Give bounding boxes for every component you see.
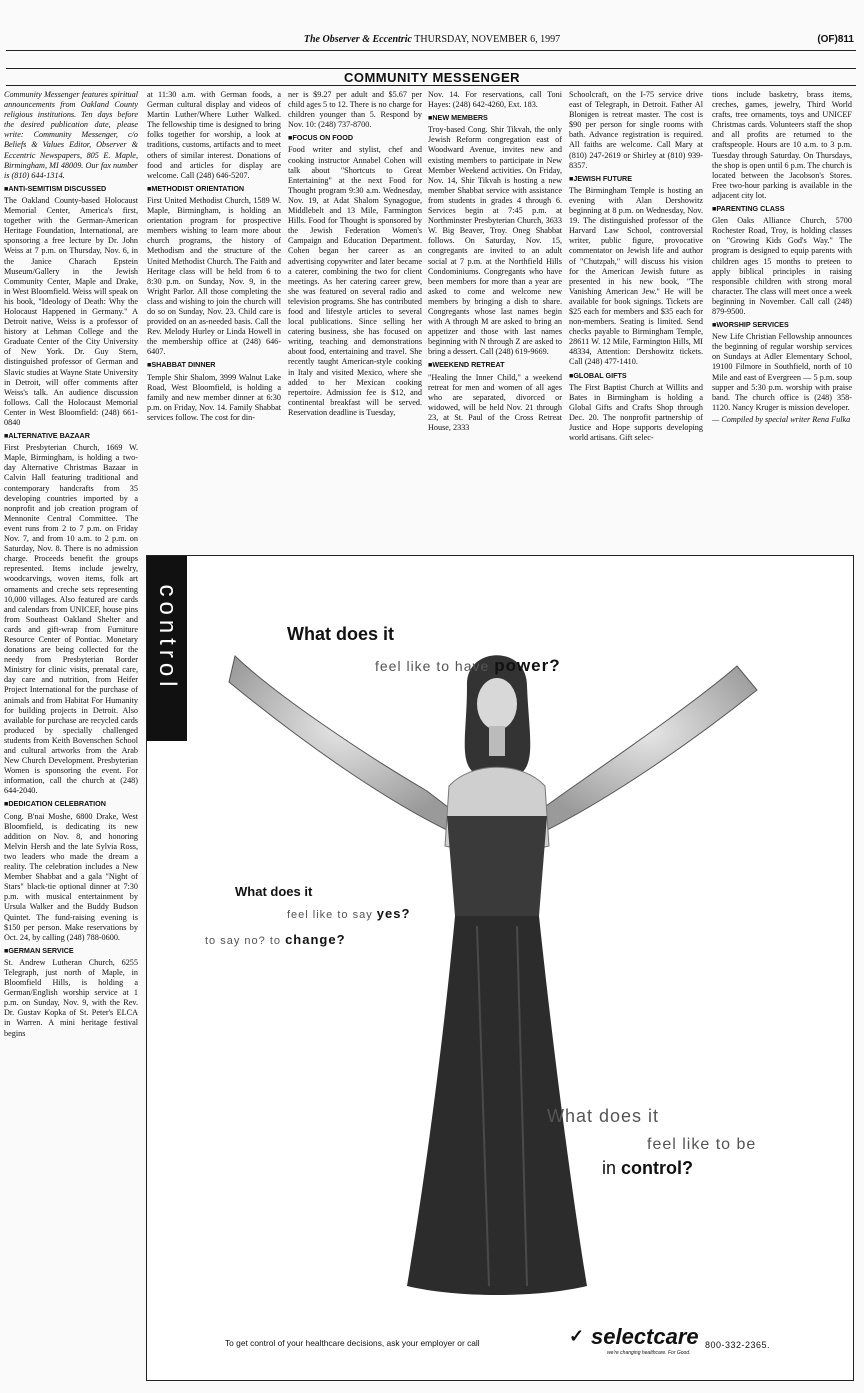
column-5 — [569, 90, 703, 550]
ad-question-1-line-2 — [375, 656, 561, 676]
article-paragraph: Schoolcraft, on the I-75 service drive east of Telegraph, in Detroit. Father Al Blonigen is retreat master. The cost is $90 per person for single rooms with bath. Advance registration is required. All faiths are welcome. Call Mary at (810) 247-2619 or Shirley at (810) 939-8357. — [569, 90, 703, 170]
ad-question-3-word: control? — [621, 1158, 694, 1178]
ad-question-2-line-3-light: to say no? to — [205, 935, 281, 947]
woman-arms-raised-illustration — [217, 586, 777, 1316]
ad-sidebar-word: control — [154, 584, 181, 692]
column-1 — [4, 90, 138, 1386]
page-code: (OF)811 — [817, 34, 854, 45]
article-paragraph: tions include basketry, brass items, creches, games, jewelry, Third World crafts, tree ornaments, toys and UNICEF Christmas cards. Volunteers staff the shop and all profits are returned to the craftspeople. Hours are 10 a.m. to 3 p.m. Tuesday through Saturday. On Thursdays, the shop is open until 6 p.m. The church is located between the Jacobson's Stores. Free two-hour parking is available in the adjacent city lot. — [712, 90, 852, 200]
selectcare-phone: 800-332-2365. — [705, 1340, 771, 1350]
article-paragraph: — Compiled by special writer Rena Fulka — [712, 414, 851, 424]
article-heading: ■ FOCUS ON FOOD — [288, 133, 422, 143]
article-paragraph: Food writer and stylist, chef and cooking instructor Annabel Cohen will talk about "Shortcuts to Great Entertaining" at the next Food for Thought program 9:30 a.m. Wednesday, Nov. 19, at Adat Shalom Synagogue, Middlebelt and 13 Mile, Farmington Hills. Food for Thought is sponsored by the Jewish Federation Women's Campaign and Education Department. Cohen began her career as an advertising copywriter and later became a caterer, combining the two for client meetings. As her catering career grew, she was featured on several radio and television programs. She has contributed food and lifestyle articles to several local publications. Since selling her catering business, she has focused on writing, teaching and demonstrations about food, entertaining and travel. She recently taught American-style cooking in Italy and visited Mexico, where she added to her Mexican cooking repertoire. Admission fee is $12, and continental breakfast will be served. Reservation deadline is Tuesday, — [288, 145, 422, 417]
article-paragraph: ner is $9.27 per adult and $5.67 per child ages 5 to 12. There is no charge for children younger than 5. Respond by Nov. 10: (248) 737-8700. — [288, 90, 422, 130]
article-heading: ■ ANTI-SEMITISM DISCUSSED — [4, 184, 138, 194]
article-paragraph: Troy-based Cong. Shir Tikvah, the only Jewish Reform congregation east of Woodward Avenue, invites new and existing members to participate in New Member Weekend activities. On Friday, Nov. 14, Shir Tikvah is hosting a new member Shabbat service with assistance from students in grades 4 through 6. Services begin at 7:45 p.m. at Northminster Presbyterian Church, 3633 W. Big Beaver, Troy. Oneg Shabbat follows. On Saturday, Nov. 15, congregants are invited to an adult social at 7 p.m. at the Northfield Hills Condominiums. Congregants who have been members for more than a year are asked to come and welcome new members by bringing a dish to share. Congregants whose last names begin with A through M are asked to bring an appetizer and those with last names beginning with N through Z are asked to bring a dessert. Call (248) 619-9669. — [428, 125, 562, 357]
selectcare-advertisement — [146, 555, 854, 1381]
selectcare-check-icon: ✓ — [569, 1326, 585, 1346]
article-paragraph: First Presbyterian Church, 1669 W. Maple, Birmingham, is holding a two-day Alternative Christmas Bazaar in Calvin Hall featuring traditional and contemporary handcrafts from 35 developing countries imported by a nonprofit and job creation program of Mennonite Central Committee. The event runs from 2 to 7 p.m. on Friday Nov. 7, and from 10 a.m. to 2 p.m. on Saturday, Nov. 8. There is no admission charge. Proceeds benefit the groups represented. Items include jewelry, woodcarvings, woven items, folk art ornaments and creche sets representing 10,000 villages. Also featured are cards and calendars from UNICEF, house pins from Southeast Oakland Shelter and cards and gift-wrap from Furniture Resource Center of Pontiac. Monetary donations are being collected for the needy from Presbyterian Border Ministry for clinic visits, prenatal care, day care and nutrition, from Heifer Project International for the purchase of animals and from Habitat For Humanity for building projects in Detroit. Also available for purchase are recycled cards produced by specially challenged students from Keith Bovenschen School and cultural artworks from the Arab New Church Development. Presbyterian Women is sponsoring the event. For information, call the church at (248) 644-2040. — [4, 443, 138, 796]
article-heading: ■ SHABBAT DINNER — [147, 360, 281, 370]
ad-question-2-line-3 — [205, 932, 346, 947]
title-rule-bottom — [6, 85, 856, 86]
ad-question-3-line-1: What does it — [547, 1106, 660, 1126]
article-paragraph: The Oakland County-based Holocaust Memorial Center, America's first, together with the German-American Heritage Foundation, International, are sponsoring a free lecture by Dr. John Weiss at 7 p.m. on Thursday, Nov. 6, in the Janice Charach Epstein Museum/Gallery in the Jewish Community Center, Maple and Drake, in West Bloomfield. Weiss will speak on his book, "Ideology of Death: Why the Holocaust Happened in Germany." A Detroit native, Weiss is a professor of history at Lehman College and the Graduate Center of the City University of New York. Dr. Guy Stern, distinguished professor of German and Slavic studies at Wayne State University in Detroit, will offer comments after Weiss's talk. An audience discussion follows. Call the Holocaust Memorial Center in West Bloomfield: (248) 661-0840 — [4, 195, 138, 427]
article-heading: ■ GERMAN SERVICE — [4, 946, 138, 956]
article-paragraph: First United Methodist Church, 1589 W. Maple, Birmingham, is holding an orientation program for prospective members wishing to learn more about church programs, the history of Methodism and the structure of the United Methodist Church. The Faith and Heritage class will be held from 6 to 8:30 p.m. on Sunday, Nov. 9, in the Wright Parlor. All those completing the class and wishing to join the church will do so on Sunday, Nov. 23. Child care is provided on an as-needed basis. Call the Rev. Melody Hurley or Linda Howell in the membership office at (248) 646-6407. — [147, 195, 281, 357]
ad-question-1: What does it — [287, 624, 394, 644]
selectcare-tagline: we're changing healthcare. For Good. — [607, 1350, 691, 1356]
article-paragraph: at 11:30 a.m. with German foods, a German cultural display and videos of Martin Luther/Where Luther Walked. The fellowship time is designed to bring folks together for worship, a look at traditions, customs, artifacts and to meet others of similar interest. Donations of food and articles for display are welcome. Call (248) 646-5207. — [147, 90, 281, 180]
title-rule-top — [6, 68, 856, 69]
article-paragraph: Temple Shir Shalom, 3999 Walnut Lake Road, West Bloomfield, is holding a family and new member dinner at 6:30 p.m. on Friday, Nov. 14. Family Shabbat services follow. The cost for din- — [147, 372, 281, 422]
article-heading: ■ METHODIST ORIENTATION — [147, 184, 281, 194]
article-paragraph: Community Messenger features spiritual announcements from Oakland County religious institutions. Ten days before the desired publication date, please write: Community Messenger, c/o Beliefs & Values Editor, Observer & Eccentric Newspapers, 805 E. Maple, Birmingham, MI 48009. Our fax number is (810) 644-1314. — [4, 90, 138, 180]
column-2 — [147, 90, 281, 550]
article-heading: ■ PARENTING CLASS — [712, 204, 852, 214]
article-paragraph: The First Baptist Church at Willits and Bates in Birmingham is holding a Global Gifts and Crafts Shop through Dec. 20. The nonprofit partnership of Justice and Hope supports developing world artisans. Gift selec- — [569, 382, 703, 443]
article-paragraph: "Healing the Inner Child," a weekend retreat for men and women of all ages who are separated, divorced or widowed, will be held Nov. 21 through 23, at St. Paul of the Cross Retreat House, 2333 — [428, 372, 562, 432]
publication-date: THURSDAY, NOVEMBER 6, 1997 — [414, 34, 561, 45]
article-heading: ■ GLOBAL GIFTS — [569, 371, 703, 381]
ad-question-2: What does it — [235, 884, 313, 899]
article-paragraph: The Birmingham Temple is hosting an evening with Alan Dershowitz beginning at 8 p.m. on Wednesday, Nov. 19. The distinguished professor of the Harvard Law School, controversial writer, public figure, provocative commentator on Jewish life and author of "Chutzpah," will discuss his vision for the American Jewish future as presented in his new book, "The Vanishing American Jew." He will be available for book signings. Tickets are $25 each for members and $35 each for non-members. Seating is limited. Send checks payable to Birmingham Temple, 28611 W. 12 Mile, Farmington Hills, MI 48334, Attention: Dershowitz tickets. Call (248) 477-1410. — [569, 185, 703, 367]
ad-question-2-word: yes? — [376, 906, 411, 921]
section-title: COMMUNITY MESSENGER — [343, 70, 521, 85]
article-paragraph: Cong. B'nai Moshe, 6800 Drake, West Bloomfield, is dedicating its new addition on Nov. 8, and honoring Melvin Hersh and the late Sylvia Ross, two leaders who made the dream a reality. The celebration includes a New Member Shabbat and a gala "Night of Stars" black-tie optional dinner at 7:30 p.m. with musical entertainment by Ursula Walker and the Buddy Budson Quintet. The fund-raising evening is $150 per person. Make reservations by Oct. 24, by calling (248) 788-0600. — [4, 811, 138, 942]
ad-question-3-line-2: feel like to be — [647, 1136, 757, 1153]
article-heading: ■ DEDICATION CELEBRATION — [4, 799, 138, 809]
article-paragraph: Glen Oaks Alliance Church, 5700 Rochester Road, Troy, is holding classes on "Growing Kids God's Way." The program is designed to equip parents with children ages 15 months to preteen to apply biblical principles in raising responsible children with strong moral character. The class will meet once a week beginning in November. Call call (248) 879-9500. — [712, 216, 852, 316]
article-heading: ■ WEEKEND RETREAT — [428, 360, 562, 370]
ad-question-3-in: in — [602, 1158, 617, 1178]
ad-question-2-light: feel like to say — [287, 909, 373, 921]
column-4 — [428, 90, 562, 550]
selectcare-logo: selectcare — [591, 1324, 699, 1349]
article-heading: ■ ALTERNATIVE BAZAAR — [4, 431, 138, 441]
ad-question-3-line-3 — [602, 1158, 693, 1179]
article-heading: ■ WORSHIP SERVICES — [712, 320, 852, 330]
column-3 — [288, 90, 422, 550]
header-rule — [6, 50, 856, 51]
ad-question-2-line-2 — [287, 906, 410, 921]
article-paragraph: Nov. 14. For reservations, call Toni Hayes: (248) 642-4260, Ext. 183. — [428, 90, 562, 110]
publication-name: The Observer & Eccentric — [303, 34, 412, 45]
ad-question-1-light: feel like to have — [375, 658, 490, 674]
article-paragraph: New Life Christian Fellowship announces the beginning of regular worship services on Sundays at Adler Elementary School, 19100 Filmore in Southfield, north of 10 Mile and east of Evergreen — 5 p.m. soup supper and 5:30 p.m. worship with praise band. The church office is (248) 358-1120. Nancy Kruger is mission developer. — [712, 332, 852, 412]
column-6 — [712, 90, 852, 550]
ad-question-1-word: power? — [494, 656, 561, 675]
article-heading: ■ NEW MEMBERS — [428, 113, 562, 123]
article-heading: ■ JEWISH FUTURE — [569, 174, 703, 184]
ad-sidebar — [147, 556, 187, 741]
ad-footer-text: To get control of your healthcare decisions, ask your employer or call — [225, 1338, 480, 1348]
publication-line — [0, 34, 864, 45]
ad-question-2-line-3-word: change? — [285, 932, 346, 947]
article-paragraph: St. Andrew Lutheran Church, 6255 Telegraph, just north of Maple, in Bloomfield Hills, is holding a German/English worship service at 1 p.m. on Sunday, Nov. 9, with the Rev. Dr. Gustav Kopka of St. Peter's ELCA in Warren. A mini heritage festival begins — [4, 957, 138, 1038]
